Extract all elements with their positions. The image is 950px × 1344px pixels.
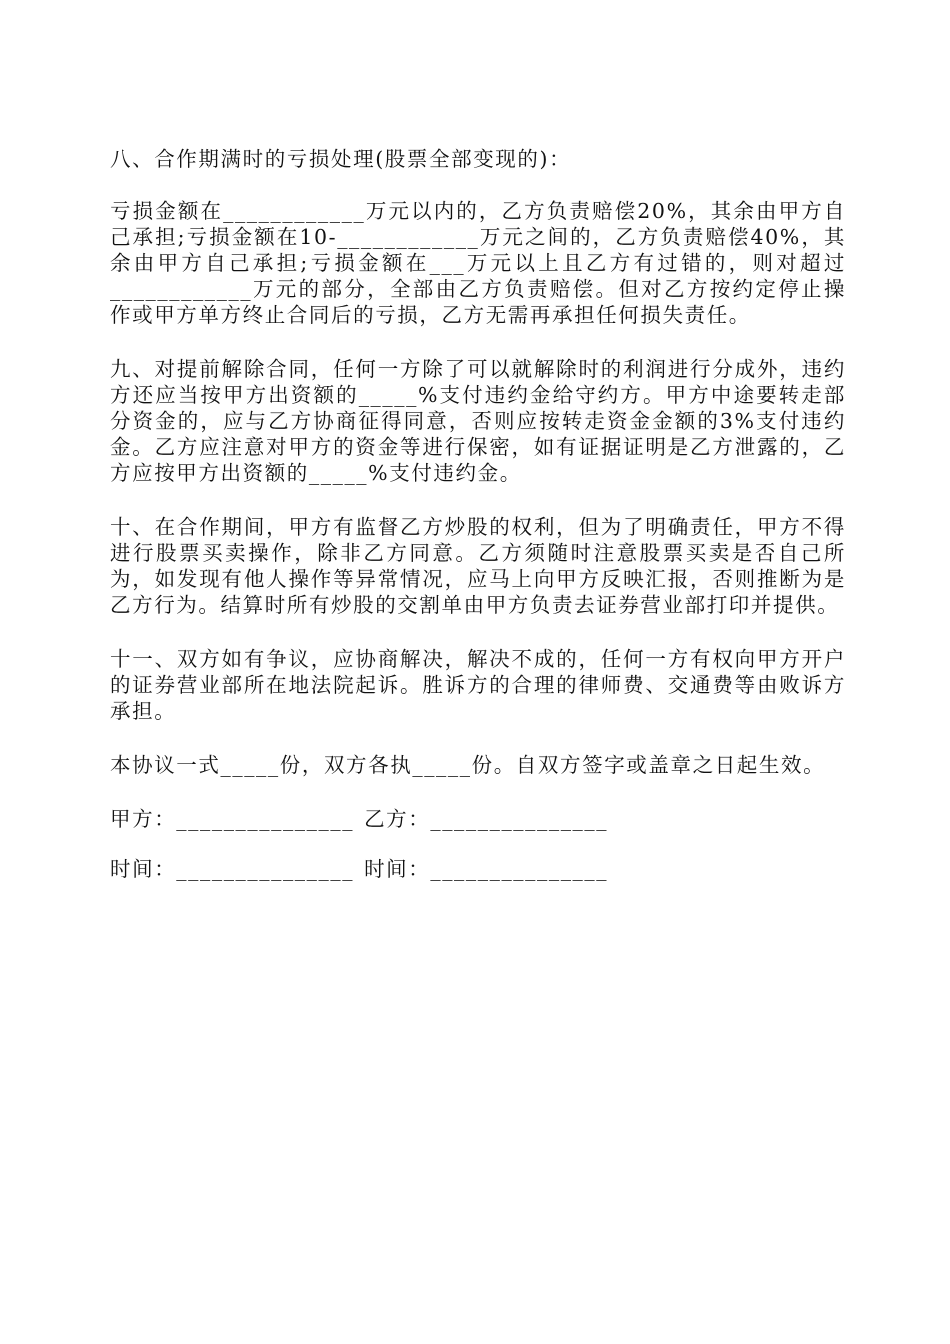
copies-clause: 本协议一式_____份，双方各执_____份。自双方签字或盖章之日起生效。 <box>110 753 826 777</box>
section-10-body: 十、在合作期间，甲方有监督乙方炒股的权利，但为了明确责任，甲方不得进行股票买卖操作，除非乙方同意。乙方须随时注意股票买卖是否自己所为，如发现有他人操作等异常情况，应马上向甲方反映汇报，否则推断为是乙方行为。结算时所有炒股的交割单由甲方负责去证券营业部打印并提供。 <box>110 515 846 617</box>
section-8-body: 亏损金额在____________万元以内的，乙方负责赔偿20%，其余由甲方自己承担;亏损金额在10-____________万元之间的，乙方负责赔偿40%，其余由甲方自己承担;亏损金额在___万元以上且乙方有过错的，则对超过____________万元的部分，全部由乙方负责赔偿。但对乙方按约定停止操作或甲方单方终止合同后的亏损，乙方无需再承担任何损失责任。 <box>110 199 846 327</box>
section-11-body: 十一、双方如有争议，应协商解决，解决不成的，任何一方有权向甲方开户的证券营业部所在地法院起诉。胜诉方的合理的律师费、交通费等由败诉方承担。 <box>110 647 846 723</box>
document-page <box>110 146 846 906</box>
party-a-date: 时间：_______________ <box>110 857 355 881</box>
party-a-signature: 甲方：_______________ <box>110 807 355 831</box>
party-b-signature: 乙方：_______________ <box>364 807 609 831</box>
party-b-date: 时间：_______________ <box>364 857 609 881</box>
party-signature-row <box>110 806 846 832</box>
date-signature-row <box>110 856 846 882</box>
section-8-heading: 八、合作期满时的亏损处理(股票全部变现的)： <box>110 147 572 171</box>
section-9-body: 九、对提前解除合同，任何一方除了可以就解除时的利润进行分成外，违约方还应当按甲方出资额的_____%支付违约金给守约方。甲方中途要转走部分资金的，应与乙方协商征得同意，否则应按转走资金金额的3%支付违约金。乙方应注意对甲方的资金等进行保密，如有证据证明是乙方泄露的，乙方应按甲方出资额的_____%支付违约金。 <box>110 357 846 485</box>
